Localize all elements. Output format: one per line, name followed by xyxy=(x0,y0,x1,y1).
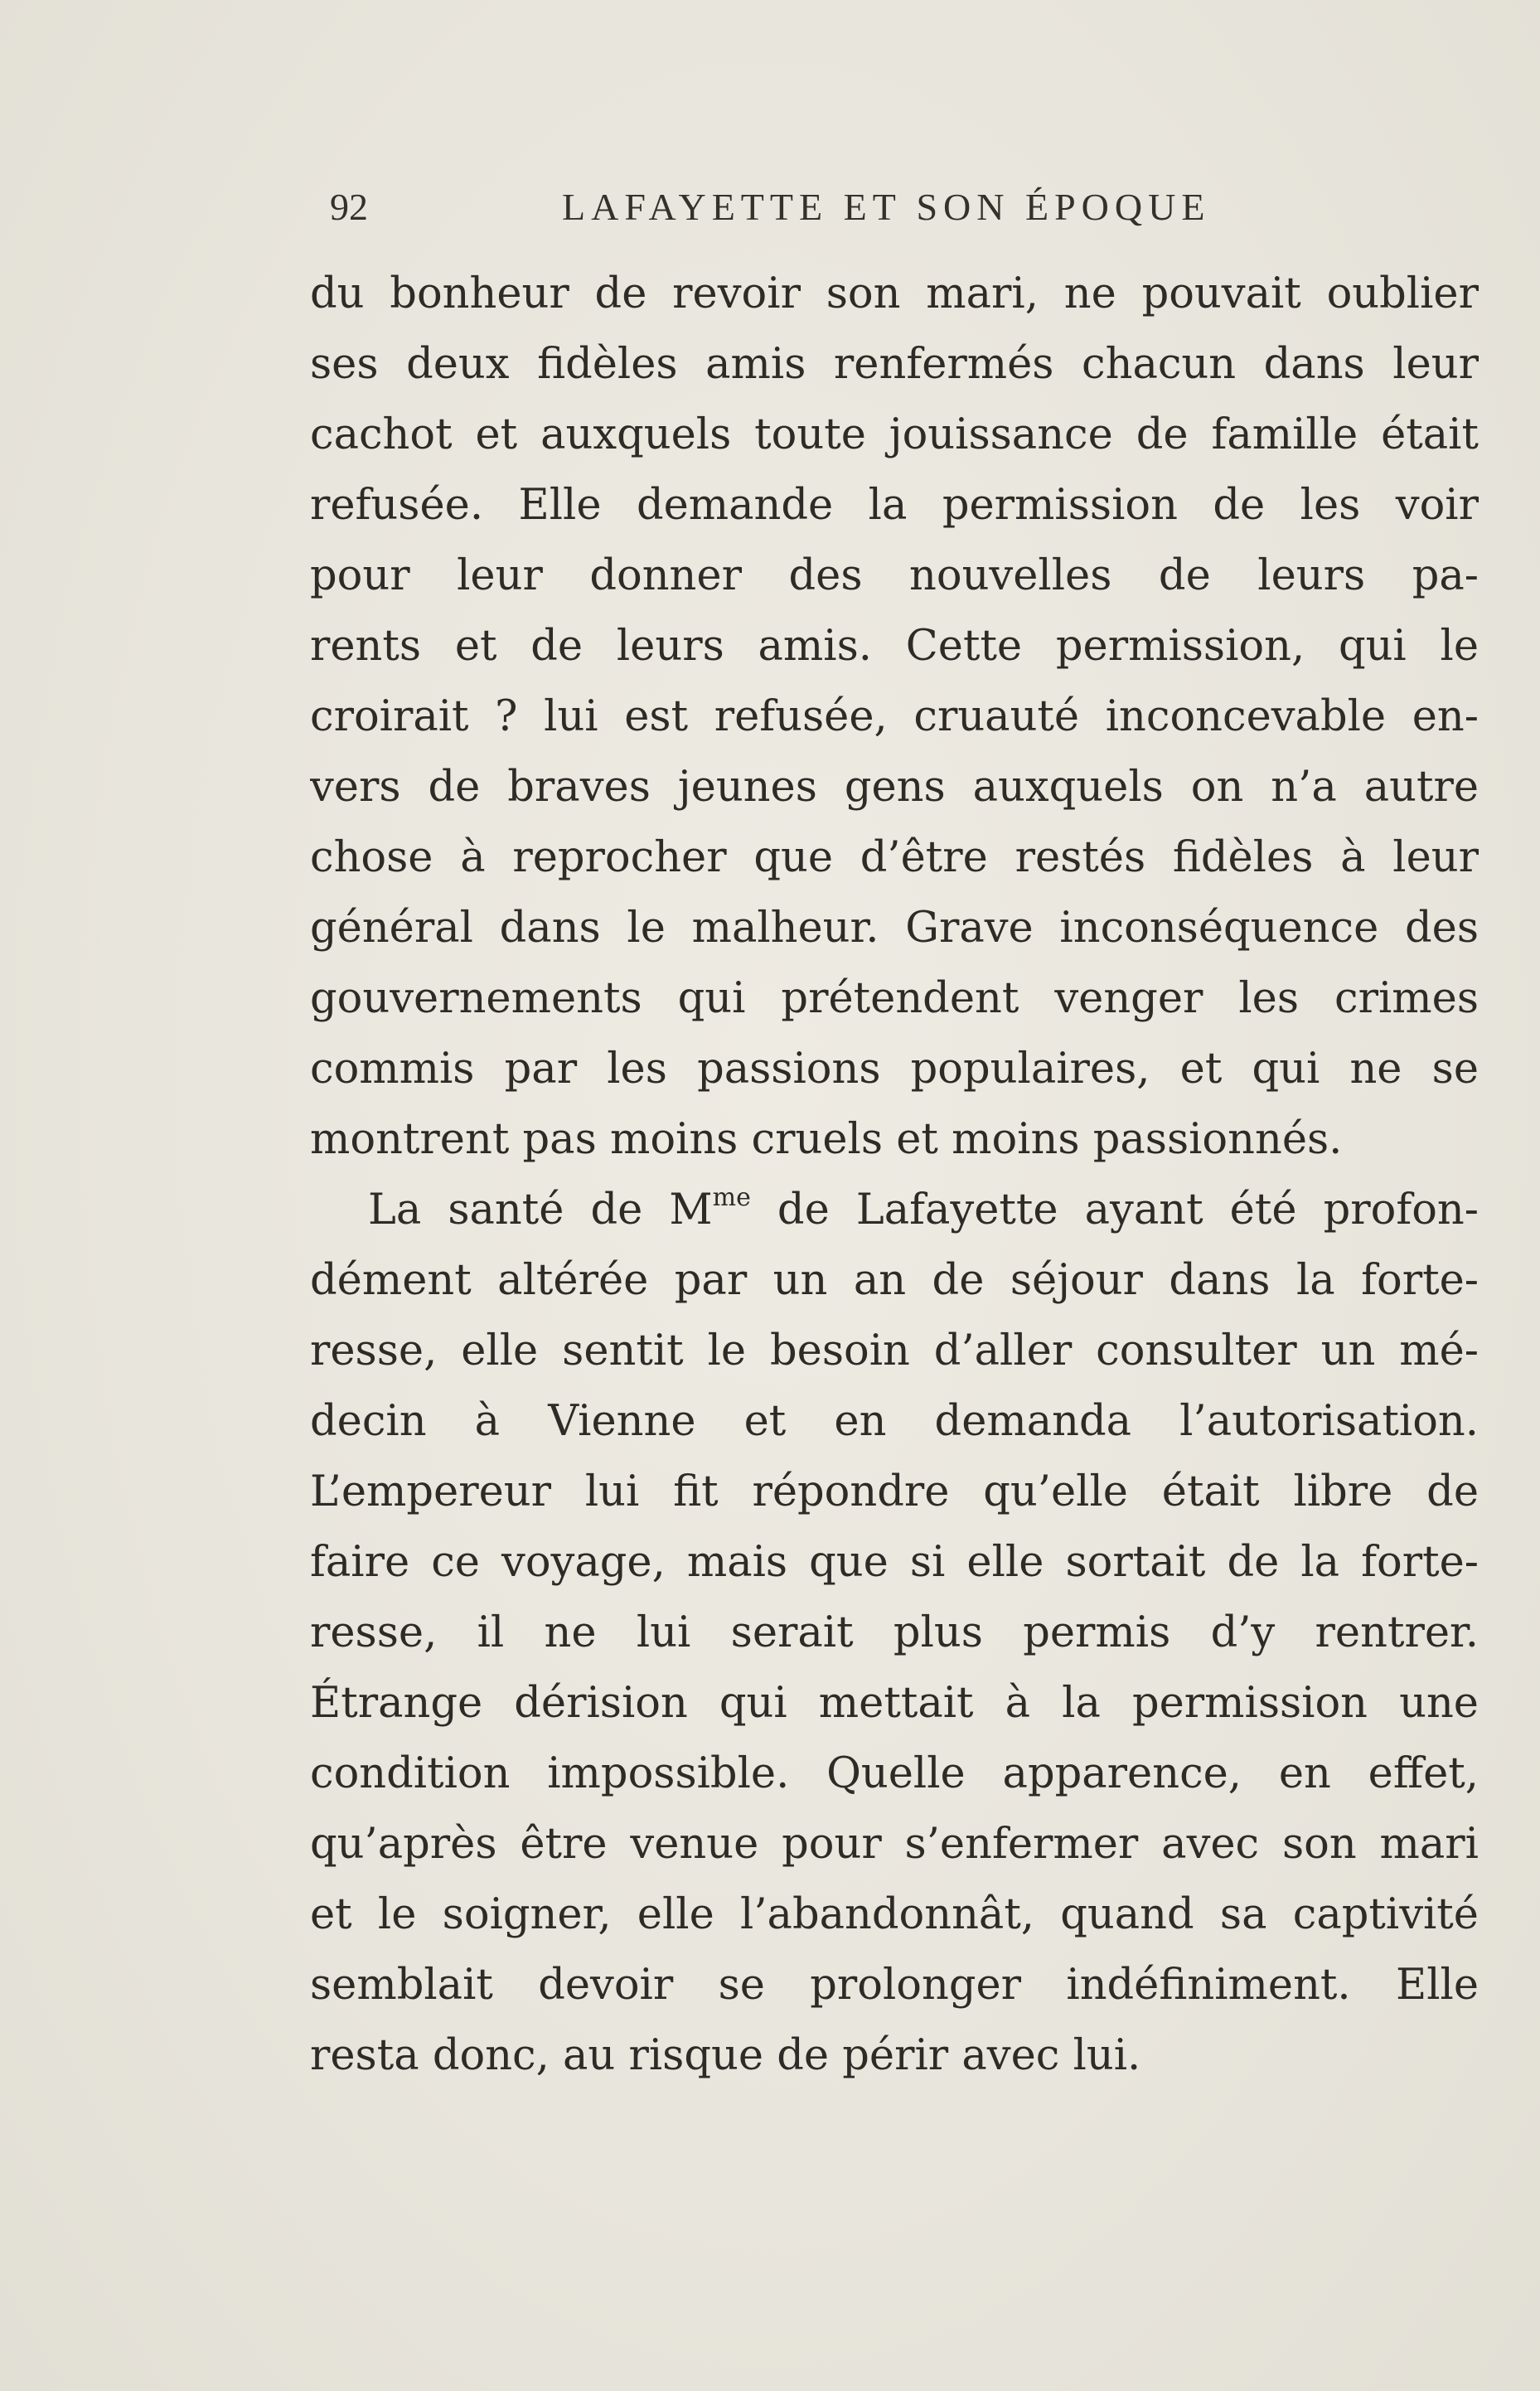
text-line: vers de braves jeunes gens auxquels on n’a autre xyxy=(310,763,1479,812)
text-line: resta donc, au risque de périr avec lui. xyxy=(310,2031,1141,2080)
text-line: semblait devoir se prolonger indéfiniment. Elle xyxy=(310,1961,1479,2010)
text-line: pour leur donner des nouvelles de leurs pa- xyxy=(310,551,1479,600)
text-line: gouvernements qui prétendent venger les crimes xyxy=(310,974,1479,1023)
text-line: resse, il ne lui serait plus permis d’y rentrer. xyxy=(310,1608,1479,1657)
text-line: refusée. Elle demande la permission de les voir xyxy=(310,481,1479,530)
text-line: L’empereur lui fit répondre qu’elle était libre de xyxy=(310,1467,1479,1516)
text-line: condition impossible. Quelle apparence, en effet, xyxy=(310,1749,1479,1798)
text-line: et le soigner, elle l’abandonnât, quand sa captivité xyxy=(310,1890,1479,1939)
text-fragment: La santé de M xyxy=(368,1186,713,1234)
superscript: me xyxy=(712,1183,751,1212)
text-line: croirait ? lui est refusée, cruauté inconcevable en- xyxy=(310,692,1479,741)
body-text xyxy=(310,259,1479,2091)
text-line-first xyxy=(310,1175,1479,1245)
text-line: Étrange dérision qui mettait à la permission une xyxy=(310,1679,1479,1728)
text-line: général dans le malheur. Grave inconséquence des xyxy=(310,904,1479,953)
paragraph-1 xyxy=(310,259,1479,1175)
text-line: cachot et auxquels toute jouissance de famille était xyxy=(310,410,1479,459)
running-title: LAFAYETTE ET SON ÉPOQUE xyxy=(562,186,1211,228)
text-fragment: de Lafayette ayant été profon- xyxy=(750,1186,1479,1234)
text-line: commis par les passions populaires, et qui ne se xyxy=(310,1045,1479,1094)
text-line: du bonheur de revoir son mari, ne pouvait oublier xyxy=(310,269,1479,318)
text-line: qu’après être venue pour s’enfermer avec son mari xyxy=(310,1820,1479,1869)
page-header xyxy=(330,182,1250,232)
page-number: 92 xyxy=(330,186,368,228)
paragraph-2 xyxy=(310,1175,1479,2091)
text-line: montrent pas moins cruels et moins passionnés. xyxy=(310,1115,1343,1164)
text-line: chose à reprocher que d’être restés fidèles à leur xyxy=(310,833,1479,882)
text-line: dément altérée par un an de séjour dans la forte- xyxy=(310,1256,1479,1305)
text-line: ses deux fidèles amis renfermés chacun dans leur xyxy=(310,340,1479,389)
text-line: rents et de leurs amis. Cette permission, qui le xyxy=(310,622,1479,671)
text-line: decin à Vienne et en demanda l’autorisation. xyxy=(310,1397,1479,1446)
text-line: resse, elle sentit le besoin d’aller consulter un mé- xyxy=(310,1326,1479,1375)
text-line: faire ce voyage, mais que si elle sortait de la forte- xyxy=(310,1538,1479,1587)
